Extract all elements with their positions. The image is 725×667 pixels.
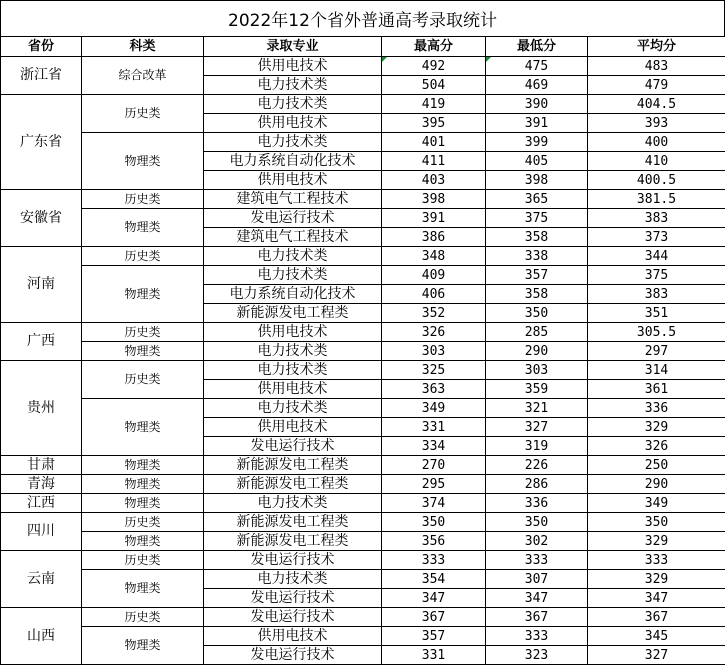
sheet-title: 2022年12个省外普通高考录取统计 [0, 0, 725, 36]
table-row [1, 361, 725, 380]
header-min-score[interactable]: 最低分 [486, 37, 588, 57]
min-score-cell[interactable]: 405 [486, 152, 588, 171]
table-row [1, 342, 725, 361]
category-cell[interactable]: 历史类 [82, 361, 204, 399]
min-score-cell[interactable]: 358 [486, 285, 588, 304]
major-cell[interactable]: 发电运行技术 [204, 589, 382, 608]
avg-score-cell[interactable]: 361 [588, 380, 725, 399]
min-score-cell[interactable]: 338 [486, 247, 588, 266]
min-score-cell[interactable]: 323 [486, 646, 588, 665]
min-score-cell[interactable]: 398 [486, 171, 588, 190]
avg-score-cell[interactable]: 250 [588, 456, 725, 475]
category-cell[interactable]: 历史类 [82, 323, 204, 342]
avg-score-cell[interactable]: 400 [588, 133, 725, 152]
min-score-cell[interactable]: 357 [486, 266, 588, 285]
min-score-cell[interactable]: 302 [486, 532, 588, 551]
min-score-cell[interactable]: 290 [486, 342, 588, 361]
min-score-cell[interactable]: 333 [486, 551, 588, 570]
major-cell[interactable]: 供用电技术 [204, 627, 382, 646]
max-score-cell[interactable]: 391 [382, 209, 486, 228]
min-score-cell[interactable]: 336 [486, 494, 588, 513]
min-score-cell[interactable]: 367 [486, 608, 588, 627]
min-score-cell[interactable]: 319 [486, 437, 588, 456]
min-score-cell[interactable]: 285 [486, 323, 588, 342]
min-score-cell[interactable]: 327 [486, 418, 588, 437]
max-score-cell[interactable]: 504 [382, 76, 486, 95]
major-cell[interactable]: 电力技术类 [204, 570, 382, 589]
avg-score-cell[interactable]: 297 [588, 342, 725, 361]
max-score-cell[interactable]: 398 [382, 190, 486, 209]
major-cell[interactable]: 发电运行技术 [204, 608, 382, 627]
min-score-cell[interactable]: 333 [486, 627, 588, 646]
table-body [1, 57, 725, 665]
major-cell[interactable]: 供用电技术 [204, 57, 382, 76]
min-score-cell[interactable]: 469 [486, 76, 588, 95]
avg-score-cell[interactable]: 329 [588, 532, 725, 551]
major-cell[interactable]: 电力技术类 [204, 95, 382, 114]
major-cell[interactable]: 发电运行技术 [204, 646, 382, 665]
province-cell[interactable]: 广东省 [1, 95, 82, 190]
max-score-cell[interactable]: 331 [382, 418, 486, 437]
avg-score-cell[interactable]: 383 [588, 285, 725, 304]
max-score-cell[interactable]: 354 [382, 570, 486, 589]
min-score-cell[interactable]: 347 [486, 589, 588, 608]
table-row [1, 456, 725, 475]
header-row [1, 37, 725, 57]
max-score-cell[interactable]: 326 [382, 323, 486, 342]
max-score-cell[interactable]: 303 [382, 342, 486, 361]
avg-score-cell[interactable]: 350 [588, 513, 725, 532]
table-row [1, 513, 725, 532]
min-score-cell[interactable]: 399 [486, 133, 588, 152]
province-cell[interactable]: 广西 [1, 323, 82, 361]
major-cell[interactable]: 供用电技术 [204, 171, 382, 190]
admission-table [0, 36, 725, 665]
avg-score-cell[interactable]: 483 [588, 57, 725, 76]
category-cell[interactable]: 历史类 [82, 190, 204, 209]
table-row [1, 475, 725, 494]
max-score-cell[interactable]: 334 [382, 437, 486, 456]
avg-score-cell[interactable]: 326 [588, 437, 725, 456]
max-score-cell[interactable]: 357 [382, 627, 486, 646]
avg-score-cell[interactable]: 351 [588, 304, 725, 323]
province-cell[interactable]: 山西 [1, 608, 82, 665]
header-province[interactable]: 省份 [1, 37, 82, 57]
major-cell[interactable]: 供用电技术 [204, 418, 382, 437]
max-score-cell[interactable]: 349 [382, 399, 486, 418]
table-row [1, 95, 725, 114]
province-cell[interactable]: 安徽省 [1, 190, 82, 247]
max-score-cell[interactable]: 331 [382, 646, 486, 665]
max-score-cell[interactable]: 352 [382, 304, 486, 323]
avg-score-cell[interactable]: 347 [588, 589, 725, 608]
category-cell[interactable]: 物理类 [82, 494, 204, 513]
province-cell[interactable]: 云南 [1, 551, 82, 608]
category-cell[interactable]: 物理类 [82, 532, 204, 551]
avg-score-cell[interactable]: 367 [588, 608, 725, 627]
major-cell[interactable]: 新能源发电工程类 [204, 513, 382, 532]
major-cell[interactable]: 电力技术类 [204, 494, 382, 513]
category-cell[interactable]: 物理类 [82, 133, 204, 190]
min-score-cell[interactable]: 226 [486, 456, 588, 475]
major-cell[interactable]: 发电运行技术 [204, 551, 382, 570]
table-row [1, 323, 725, 342]
min-score-cell[interactable]: 365 [486, 190, 588, 209]
table-row [1, 399, 725, 418]
avg-score-cell[interactable]: 333 [588, 551, 725, 570]
category-cell[interactable]: 物理类 [82, 627, 204, 665]
min-score-cell[interactable]: 359 [486, 380, 588, 399]
avg-score-cell[interactable]: 375 [588, 266, 725, 285]
header-avg-score[interactable]: 平均分 [588, 37, 725, 57]
avg-score-cell[interactable]: 314 [588, 361, 725, 380]
major-cell[interactable]: 新能源发电工程类 [204, 532, 382, 551]
table-row [1, 570, 725, 589]
max-score-cell[interactable]: 411 [382, 152, 486, 171]
avg-score-cell[interactable]: 383 [588, 209, 725, 228]
max-score-cell[interactable]: 347 [382, 589, 486, 608]
major-cell[interactable]: 新能源发电工程类 [204, 304, 382, 323]
table-row [1, 627, 725, 646]
header-max-score[interactable]: 最高分 [382, 37, 486, 57]
table-row [1, 608, 725, 627]
major-cell[interactable]: 电力系统自动化技术 [204, 152, 382, 171]
category-cell[interactable]: 物理类 [82, 266, 204, 323]
category-cell[interactable]: 物理类 [82, 209, 204, 247]
category-cell[interactable]: 历史类 [82, 551, 204, 570]
min-score-cell[interactable]: 286 [486, 475, 588, 494]
category-cell[interactable]: 物理类 [82, 475, 204, 494]
avg-score-cell[interactable]: 400.5 [588, 171, 725, 190]
category-cell[interactable]: 综合改革 [82, 57, 204, 95]
max-score-cell[interactable]: 419 [382, 95, 486, 114]
category-cell[interactable]: 物理类 [82, 456, 204, 475]
header-major[interactable]: 录取专业 [204, 37, 382, 57]
major-cell[interactable]: 新能源发电工程类 [204, 475, 382, 494]
table-row [1, 494, 725, 513]
avg-score-cell[interactable]: 327 [588, 646, 725, 665]
avg-score-cell[interactable]: 410 [588, 152, 725, 171]
major-cell[interactable]: 电力技术类 [204, 361, 382, 380]
category-cell[interactable]: 历史类 [82, 513, 204, 532]
max-score-cell[interactable]: 386 [382, 228, 486, 247]
avg-score-cell[interactable]: 329 [588, 570, 725, 589]
max-score-cell[interactable]: 295 [382, 475, 486, 494]
avg-score-cell[interactable]: 373 [588, 228, 725, 247]
max-score-cell[interactable]: 325 [382, 361, 486, 380]
avg-score-cell[interactable]: 336 [588, 399, 725, 418]
province-cell[interactable]: 河南 [1, 247, 82, 323]
major-cell[interactable]: 供用电技术 [204, 380, 382, 399]
max-score-cell[interactable]: 403 [382, 171, 486, 190]
max-score-cell[interactable]: 270 [382, 456, 486, 475]
category-cell[interactable]: 物理类 [82, 399, 204, 456]
province-cell[interactable]: 四川 [1, 513, 82, 551]
max-score-cell[interactable]: 406 [382, 285, 486, 304]
max-score-cell[interactable]: 350 [382, 513, 486, 532]
table-row [1, 551, 725, 570]
category-cell[interactable]: 历史类 [82, 608, 204, 627]
table-row [1, 190, 725, 209]
max-score-cell[interactable]: 374 [382, 494, 486, 513]
major-cell[interactable]: 供用电技术 [204, 323, 382, 342]
min-score-cell[interactable]: 358 [486, 228, 588, 247]
min-score-cell[interactable]: 303 [486, 361, 588, 380]
category-cell[interactable]: 历史类 [82, 95, 204, 133]
max-score-cell[interactable]: 409 [382, 266, 486, 285]
max-score-cell[interactable]: 401 [382, 133, 486, 152]
min-score-cell[interactable]: 390 [486, 95, 588, 114]
avg-score-cell[interactable]: 479 [588, 76, 725, 95]
major-cell[interactable]: 电力技术类 [204, 133, 382, 152]
table-row [1, 266, 725, 285]
avg-score-cell[interactable]: 393 [588, 114, 725, 133]
min-score-cell[interactable]: 350 [486, 513, 588, 532]
min-score-cell[interactable]: 375 [486, 209, 588, 228]
min-score-cell[interactable]: 307 [486, 570, 588, 589]
max-score-cell[interactable]: 363 [382, 380, 486, 399]
table-row [1, 57, 725, 76]
province-cell[interactable]: 甘肃 [1, 456, 82, 475]
province-cell[interactable]: 江西 [1, 494, 82, 513]
major-cell[interactable]: 电力技术类 [204, 399, 382, 418]
min-score-cell[interactable]: 475 [486, 57, 588, 76]
min-score-cell[interactable]: 350 [486, 304, 588, 323]
major-cell[interactable]: 电力技术类 [204, 247, 382, 266]
category-cell[interactable]: 历史类 [82, 247, 204, 266]
major-cell[interactable]: 电力技术类 [204, 76, 382, 95]
major-cell[interactable]: 电力系统自动化技术 [204, 285, 382, 304]
max-score-cell[interactable]: 395 [382, 114, 486, 133]
province-cell[interactable]: 青海 [1, 475, 82, 494]
category-cell[interactable]: 物理类 [82, 570, 204, 608]
major-cell[interactable]: 发电运行技术 [204, 209, 382, 228]
table-row [1, 247, 725, 266]
avg-score-cell[interactable]: 381.5 [588, 190, 725, 209]
avg-score-cell[interactable]: 349 [588, 494, 725, 513]
avg-score-cell[interactable]: 305.5 [588, 323, 725, 342]
province-cell[interactable]: 贵州 [1, 361, 82, 456]
avg-score-cell[interactable]: 404.5 [588, 95, 725, 114]
category-cell[interactable]: 物理类 [82, 342, 204, 361]
min-score-cell[interactable]: 391 [486, 114, 588, 133]
major-cell[interactable]: 电力技术类 [204, 342, 382, 361]
major-cell[interactable]: 建筑电气工程技术 [204, 190, 382, 209]
max-score-cell[interactable]: 356 [382, 532, 486, 551]
max-score-cell[interactable]: 367 [382, 608, 486, 627]
header-category[interactable]: 科类 [82, 37, 204, 57]
table-row [1, 133, 725, 152]
avg-score-cell[interactable]: 345 [588, 627, 725, 646]
avg-score-cell[interactable]: 290 [588, 475, 725, 494]
table-row [1, 532, 725, 551]
major-cell[interactable]: 发电运行技术 [204, 437, 382, 456]
table-row [1, 209, 725, 228]
major-cell[interactable]: 供用电技术 [204, 114, 382, 133]
major-cell[interactable]: 新能源发电工程类 [204, 456, 382, 475]
max-score-cell[interactable]: 492 [382, 57, 486, 76]
min-score-cell[interactable]: 321 [486, 399, 588, 418]
major-cell[interactable]: 建筑电气工程技术 [204, 228, 382, 247]
max-score-cell[interactable]: 333 [382, 551, 486, 570]
major-cell[interactable]: 电力技术类 [204, 266, 382, 285]
max-score-cell[interactable]: 348 [382, 247, 486, 266]
province-cell[interactable]: 浙江省 [1, 57, 82, 95]
avg-score-cell[interactable]: 344 [588, 247, 725, 266]
avg-score-cell[interactable]: 329 [588, 418, 725, 437]
